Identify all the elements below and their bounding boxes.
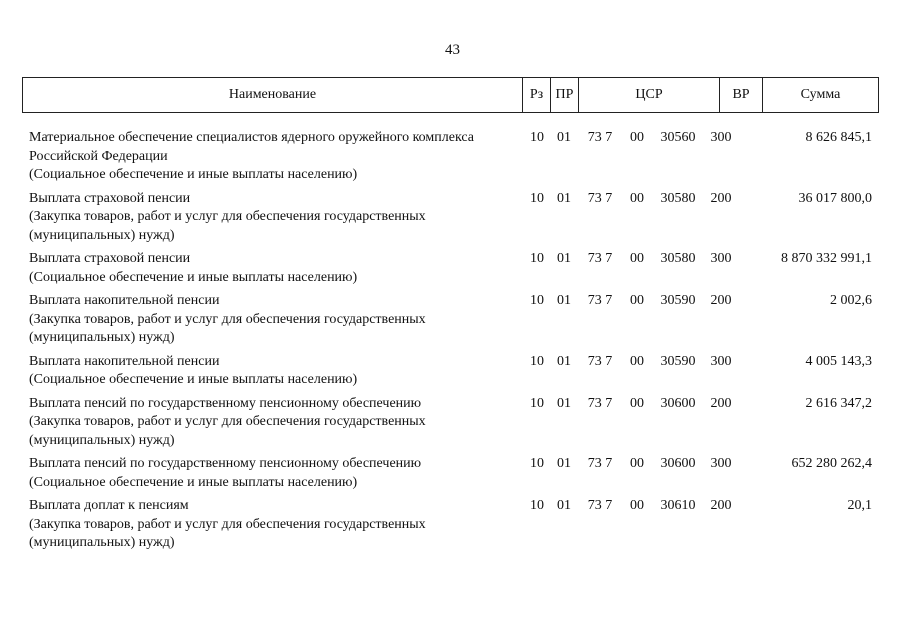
row-name [29, 129, 524, 185]
cell-pr: 01 [557, 456, 571, 471]
cell-csr-sub: 00 [630, 130, 644, 145]
cell-vr: 200 [710, 395, 732, 411]
cell-csr-sub: 00 [630, 190, 644, 206]
cell-pr: 01 [557, 498, 571, 513]
cell-sum: 652 280 262,4 [791, 456, 872, 471]
cell-pr: 01 [557, 395, 571, 411]
cell-csr-program: 73 7 [587, 190, 613, 206]
row-name [29, 395, 524, 451]
cell-csr-program: 73 7 [587, 456, 613, 471]
row-name [29, 497, 524, 553]
row-name-line: (муниципальных) нужд) [29, 432, 175, 448]
row-name-line: (муниципальных) нужд) [29, 330, 175, 345]
cell-rz: 10 [530, 130, 544, 145]
cell-csr-code: 30600 [660, 456, 696, 471]
cell-pr: 01 [557, 190, 571, 206]
table-row [0, 497, 905, 553]
cell-csr-code: 30580 [660, 251, 696, 266]
cell-csr-code: 30580 [660, 190, 696, 206]
cell-pr: 01 [557, 353, 571, 369]
cell-sum: 20,1 [847, 498, 872, 513]
cell-csr-program: 73 7 [587, 293, 613, 308]
row-name-line: (муниципальных) нужд) [29, 227, 175, 243]
row-name [29, 292, 524, 348]
table-header [22, 77, 879, 113]
cell-rz: 10 [530, 293, 544, 308]
cell-vr: 300 [710, 251, 732, 266]
cell-rz: 10 [530, 190, 544, 206]
cell-csr-code: 30590 [660, 353, 696, 369]
row-name-line: Выплата страховой пенсии [29, 190, 191, 206]
cell-vr: 300 [710, 130, 732, 145]
row-name [29, 455, 524, 492]
cell-rz: 10 [530, 353, 544, 369]
row-name [29, 353, 524, 390]
row-name-line: Выплата страховой пенсии [29, 251, 191, 266]
row-name-line: Выплата накопительной пенсии [29, 293, 220, 308]
row-name-line: (Закупка товаров, работ и услуг для обеспечения государственных [29, 209, 426, 224]
table-row [0, 250, 905, 287]
row-name-line: (Социальное обеспечение и иные выплаты населению) [29, 269, 358, 285]
row-name-line: (Закупка товаров, работ и услуг для обеспечения государственных [29, 414, 426, 429]
cell-sum: 8 870 332 991,1 [781, 251, 872, 266]
cell-pr: 01 [557, 130, 571, 145]
cell-rz: 10 [530, 251, 544, 266]
row-name-line: (муниципальных) нужд) [29, 535, 175, 550]
cell-csr-code: 30610 [660, 498, 696, 513]
cell-csr-sub: 00 [630, 395, 644, 411]
header-rz: Рз [522, 78, 550, 112]
cell-csr-code: 30560 [660, 130, 696, 145]
cell-csr-program: 73 7 [587, 130, 613, 145]
cell-csr-code: 30590 [660, 293, 696, 308]
row-name [29, 190, 524, 246]
header-name: Наименование [22, 78, 522, 112]
cell-sum: 36 017 800,0 [798, 190, 872, 206]
cell-sum: 2 616 347,2 [805, 395, 872, 411]
row-name-line: (Закупка товаров, работ и услуг для обеспечения государственных [29, 311, 426, 327]
table-row [0, 190, 905, 246]
cell-sum: 8 626 845,1 [805, 130, 872, 145]
cell-csr-program: 73 7 [587, 395, 613, 411]
cell-vr: 300 [710, 456, 732, 471]
cell-csr-program: 73 7 [587, 353, 613, 369]
cell-vr: 300 [710, 353, 732, 369]
header-csr: ЦСР [578, 78, 719, 112]
cell-pr: 01 [557, 251, 571, 266]
cell-csr-sub: 00 [630, 456, 644, 471]
cell-csr-program: 73 7 [587, 251, 613, 266]
header-vr: ВР [719, 78, 762, 112]
row-name-line: (Социальное обеспечение и иные выплаты населению) [29, 167, 358, 182]
row-name-line: (Социальное обеспечение и иные выплаты населению) [29, 372, 358, 387]
page-number: 43 [445, 42, 460, 58]
table-row [0, 455, 905, 492]
row-name-line: Выплата пенсий по государственному пенсионному обеспечению [29, 395, 422, 411]
row-name-line: Материальное обеспечение специалистов ядерного оружейного комплекса [29, 130, 475, 145]
row-name [29, 250, 524, 287]
table-row [0, 395, 905, 451]
row-name-line: Выплата доплат к пенсиям [29, 498, 189, 513]
cell-sum: 4 005 143,3 [805, 353, 872, 369]
cell-vr: 200 [710, 190, 732, 206]
cell-pr: 01 [557, 293, 571, 308]
cell-csr-sub: 00 [630, 353, 644, 369]
cell-rz: 10 [530, 498, 544, 513]
header-pr: ПР [550, 78, 578, 112]
row-name-line: Выплата пенсий по государственному пенсионному обеспечению [29, 456, 422, 471]
cell-csr-sub: 00 [630, 498, 644, 513]
table-body [0, 129, 905, 553]
row-name-line: Российской Федерации [29, 148, 168, 164]
cell-csr-sub: 00 [630, 251, 644, 266]
cell-vr: 200 [710, 293, 732, 308]
cell-rz: 10 [530, 456, 544, 471]
row-name-line: (Закупка товаров, работ и услуг для обеспечения государственных [29, 516, 426, 532]
row-name-line: (Социальное обеспечение и иные выплаты населению) [29, 474, 358, 490]
header-sum: Сумма [762, 78, 879, 112]
table-row [0, 353, 905, 390]
cell-csr-sub: 00 [630, 293, 644, 308]
cell-rz: 10 [530, 395, 544, 411]
cell-sum: 2 002,6 [830, 293, 872, 308]
cell-csr-code: 30600 [660, 395, 696, 411]
cell-csr-program: 73 7 [587, 498, 613, 513]
cell-vr: 200 [710, 498, 732, 513]
row-name-line: Выплата накопительной пенсии [29, 353, 220, 369]
table-row [0, 292, 905, 348]
table-row [0, 129, 905, 185]
